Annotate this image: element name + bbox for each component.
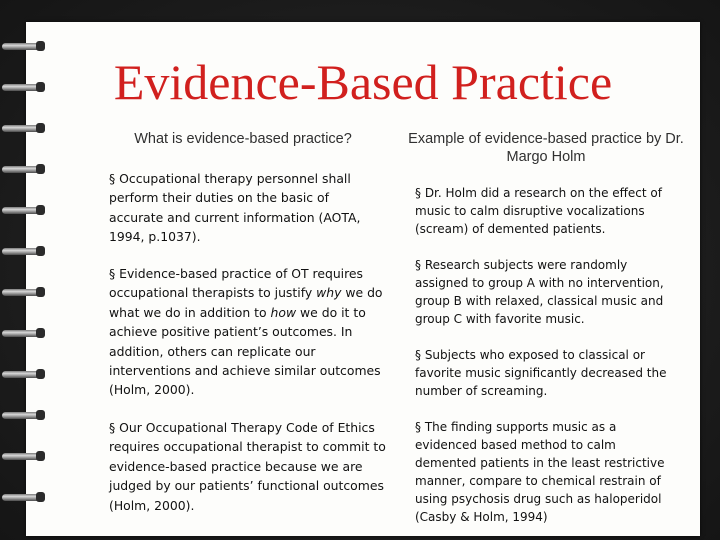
binding-ring bbox=[0, 122, 44, 134]
right-bullet-2: § Research subjects were randomly assigned to group A with no intervention, group B with relaxed, classical music and group C with favorite music. bbox=[415, 258, 664, 326]
binding-ring bbox=[0, 286, 44, 298]
binding-ring bbox=[0, 327, 44, 339]
right-bullet-4: § The finding supports music as a evidenced based method to calm demented patients in the least restrictive manner, compare to chemical restrain of using psychosis drug such as haloperidol (Casby & Holm, 1994) bbox=[415, 420, 665, 524]
binding-ring bbox=[0, 204, 44, 216]
binding-ring bbox=[0, 40, 44, 52]
left-column-heading: What is evidence-based practice? bbox=[134, 131, 352, 147]
binding-ring bbox=[0, 491, 44, 503]
binding-ring bbox=[0, 409, 44, 421]
left-bullet-3: § Our Occupational Therapy Code of Ethics requires occupational therapist to commit to evidence-based practice because we are judged by our patients’ functional outcomes (Holm, 2000). bbox=[109, 420, 386, 513]
left-bullet-1: § Occupational therapy personnel shall perform their duties on the basic of accurate and current information (AOTA, 1994, p.1037). bbox=[109, 171, 361, 245]
right-column-heading: Example of evidence-based practice by Dr. Margo Holm bbox=[408, 131, 684, 165]
binding-ring bbox=[0, 163, 44, 175]
left-bullet-2: § Evidence-based practice of OT requires occupational therapists to justify why we do what we do in addition to how we do it to achieve positive patient’s outcomes. In addition, others can replicate our interventions and achieve similar outcomes (Holm, 2000). bbox=[109, 266, 383, 398]
right-bullet-3: § Subjects who exposed to classical or favorite music significantly decreased the number of screaming. bbox=[415, 348, 667, 398]
binding-ring bbox=[0, 450, 44, 462]
binding-ring bbox=[0, 245, 44, 257]
binding-ring bbox=[0, 368, 44, 380]
slide-title: Evidence-Based Practice bbox=[113, 54, 613, 110]
right-bullet-1: § Dr. Holm did a research on the effect of music to calm disruptive vocalizations (scream) of demented patients. bbox=[415, 186, 662, 236]
spiral-binding bbox=[0, 40, 44, 520]
